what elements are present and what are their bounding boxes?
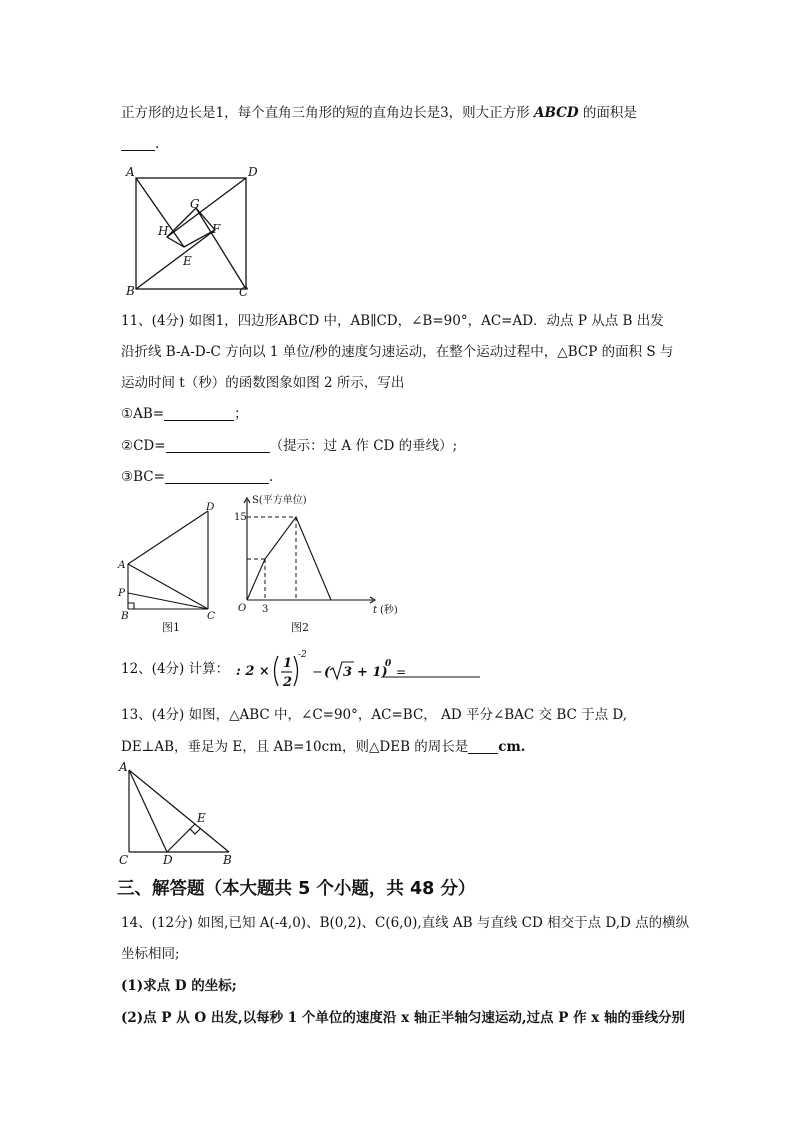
- label-b: B: [126, 284, 135, 298]
- label-a: A: [126, 165, 135, 179]
- q14-part1: (1)求点 D 的坐标;: [121, 978, 237, 994]
- q11-line2: 沿折线 B-A-D-C 方向以 1 单位/秒的速度匀速运动，在整个运动过程中，△BCP 的面积 S 与: [121, 344, 674, 360]
- q10-answer-blank[interactable]: [121, 136, 155, 151]
- label-d: D: [248, 165, 258, 179]
- plus-one: + 1): [357, 665, 388, 680]
- q10-var-abcd: ABCD: [533, 105, 579, 121]
- fig1-label-c: C: [207, 610, 216, 622]
- right-angle-b: [128, 603, 134, 609]
- paren-left: [275, 656, 279, 686]
- q11-figure1: [116, 497, 226, 637]
- line-c-g: [196, 208, 246, 289]
- q11-item2: ②CD= （提示：过 A 作 CD 的垂线）;: [121, 438, 458, 454]
- label-f: F: [212, 222, 221, 236]
- fig1-caption: 图1: [162, 621, 180, 634]
- q13-line2: DE⊥AB，垂足为 E，且 AB=10cm，则△DEB 的周长是 cm.: [121, 739, 526, 755]
- q13-figure: [115, 760, 245, 868]
- fig2-y-label: S(平方单位): [252, 495, 307, 506]
- fig2-x-unit: (秒): [380, 605, 398, 616]
- minus-sign: −: [312, 665, 323, 680]
- bisector-ad: [129, 770, 167, 852]
- q13-label-c: C: [119, 853, 129, 867]
- segment-pc: [128, 593, 208, 609]
- q11-figure2: [233, 490, 408, 636]
- q13-label-a: A: [119, 760, 128, 774]
- section-heading: 三、解答题（本大题共 5 个小题，共 48 分）: [117, 879, 476, 899]
- q13-answer-blank[interactable]: [468, 739, 498, 754]
- q14-part2: (2)点 P 从 O 出发,以每秒 1 个单位的速度沿 x 轴正半轴匀速运动,过点 P 作 x 轴的垂线分别: [121, 1010, 686, 1026]
- fig2-origin: O: [238, 603, 247, 614]
- exp-zero: 0: [385, 659, 392, 669]
- fig2-x-tick-3: 3: [262, 604, 269, 615]
- q11-line3: 运动时间 t（秒）的函数图象如图 2 所示，写出: [121, 375, 405, 391]
- outer-square: [136, 178, 246, 289]
- q14-line2: 坐标相同;: [121, 946, 180, 962]
- perpendicular-de: [167, 824, 195, 852]
- q11-cd-blank[interactable]: [166, 438, 270, 453]
- q11-item1: ①AB= ；: [121, 406, 248, 422]
- right-angle-e: [190, 829, 200, 834]
- exp-neg2: -2: [298, 650, 307, 660]
- label-h: H: [158, 224, 169, 238]
- q11-line1: 11、(4分) 如图1，四边形ABCD 中，AB∥CD，∠B=90°，AC=AD．动点 P 从点 B 出发: [121, 313, 664, 329]
- fig1-label-p: P: [118, 587, 126, 599]
- q11-ab-blank[interactable]: [164, 406, 234, 421]
- q12-prefix: 12、(4分) 计算：: [121, 661, 230, 677]
- fig2-caption: 图2: [291, 621, 309, 634]
- radicand: 3: [343, 665, 353, 680]
- label-e: E: [183, 254, 192, 268]
- fig1-label-d: D: [206, 501, 215, 513]
- q10-line1: 正方形的边长是1，每个直角三角形的短的直角边长是3，则大正方形 ABCD 的面积是: [121, 105, 637, 121]
- side-ad: [128, 511, 208, 564]
- q14-line1: 14、(12分) 如图,已知 A(-4,0)、B(0,2)、C(6,0),直线 AB 与直线 CD 相交于点 D,D 点的横纵: [121, 915, 690, 931]
- label-g: G: [190, 197, 200, 211]
- equals-sign: =: [396, 665, 407, 679]
- paren-right: [294, 656, 298, 686]
- fig2-x-label: t: [373, 605, 378, 616]
- label-c: C: [239, 285, 249, 299]
- q13-label-b: B: [223, 853, 232, 867]
- line-d-h: [167, 178, 246, 237]
- fig1-label-a: A: [118, 559, 126, 571]
- frac-num: 1: [283, 656, 293, 671]
- diagonal-ac: [128, 564, 208, 609]
- fig2-y-tick-15: 15: [234, 512, 247, 523]
- line-b-f: [136, 230, 215, 289]
- q12-expression: [236, 648, 486, 694]
- q11-item3: ③BC= .: [121, 469, 274, 485]
- q11-bc-blank[interactable]: [165, 469, 269, 484]
- fig1-label-b: B: [121, 610, 129, 622]
- expr-two: : 2 ×: [236, 664, 270, 679]
- graph-s-t: [247, 517, 331, 600]
- q10-square-figure: [120, 162, 260, 300]
- open-paren: (: [324, 665, 331, 680]
- frac-den: 2: [283, 675, 293, 690]
- q10-line2: .: [121, 135, 159, 153]
- q13-line1: 13、(4分) 如图，△ABC 中，∠C=90°，AC=BC， AD 平分∠BAC 交 BC 于点 D,: [121, 707, 628, 723]
- q13-label-e: E: [197, 811, 206, 825]
- q13-label-d: D: [163, 853, 173, 867]
